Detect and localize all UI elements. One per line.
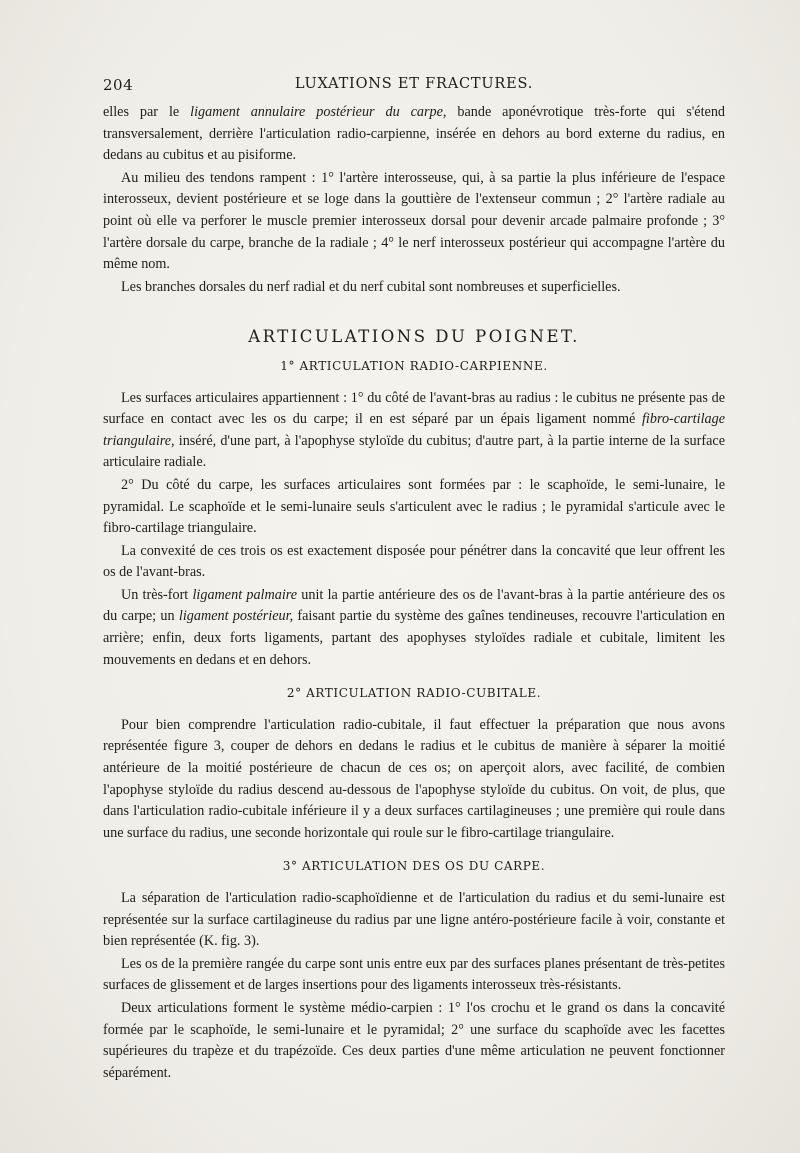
- paragraph: La séparation de l'articulation radio-scaphoïdienne et de l'articulation du radius et du semi-lunaire est représentée sur la surface cartilagineuse du radius par une ligne antéro-postérieure facile à voir, constante et bien représentée (K. fig. 3).: [103, 890, 725, 950]
- subsection-heading: 2° ARTICULATION RADIO-CUBITALE.: [286, 686, 542, 701]
- text-run: Un très-fort: [121, 586, 193, 603]
- text-run: unit la partie antérieure des os de l'avant-bras à la partie antérieure des os du carpe; un: [103, 586, 725, 625]
- paragraph: La convexité de ces trois os est exactement disposée pour pénétrer dans la concavité que leur offrent les os de l'avant-bras.: [103, 542, 725, 581]
- paragraph: 2° Du côté du carpe, les surfaces articulaires sont formées par : le scaphoïde, le semi-lunaire, le pyramidal. Le scaphoïde et le semi-lunaire seuls s'articulent avec le radius ; le pyramidal s'articule avec le fibro-cartilage triangulaire.: [103, 476, 725, 537]
- text-run: Les surfaces articulaires appartiennent : 1° du côté de l'avant-bras au radius : le cubitus ne présente pas de surface en contact avec les os du carpe; il en est séparé par un épais ligament nommé: [103, 389, 725, 428]
- italic-term: fibro-cartilage triangulaire,: [103, 411, 725, 449]
- section-heading: ARTICULATIONS DU POIGNET.: [248, 327, 580, 347]
- paragraph: Les os de la première rangée du carpe sont unis entre eux par des surfaces planes présentant de très-petites surfaces de glissement et de larges insertions pour des ligaments interosseux très-résistants.: [103, 955, 725, 994]
- page-header: [103, 76, 725, 96]
- text-run: inséré, d'une part, à l'apophyse styloïde du cubitus; d'autre part, à la partie interne de la surface articulaire radiale.: [103, 432, 725, 471]
- subsection-heading: 3° ARTICULATION DES OS DU CARPE.: [282, 859, 546, 874]
- paragraph: Deux articulations forment le système médio-carpien : 1° l'os crochu et le grand os dans la concavité formée par le scaphoïde, le semi-lunaire et le pyramidal; 2° une surface du scaphoïde avec les facettes supérieures du trapèze et du trapézoïde. Ces deux parties d'une même articulation ne peuvent fonctionner séparément.: [103, 999, 725, 1081]
- page-body: [103, 102, 725, 1084]
- text-run: elles par le: [103, 104, 191, 120]
- text-run: bande aponévrotique très-forte qui s'étend transversalement, derrière l'articulation radio-carpienne, insérée en dehors au bord externe du radius, en dedans au cubitus et au pisiforme.: [103, 104, 726, 164]
- running-title: LUXATIONS ET FRACTURES.: [294, 76, 534, 92]
- subsection-heading: 1° ARTICULATION RADIO-CARPIENNE.: [280, 358, 548, 373]
- paragraph: Au milieu des tendons rampent : 1° l'artère interosseuse, qui, à sa partie la plus inférieure de l'espace interosseux, devient postérieure et se loge dans la gouttière de l'extenseur commun ; 2° l'artère radiale au point où elle va perforer le muscle premier interosseux dorsal pour devenir arcade palmaire profonde ; 3° l'artère dorsale du carpe, branche de la radiale ; 4° le nerf interosseux postérieur qui accompagne l'artère du même nom.: [103, 169, 725, 273]
- paragraph: Les branches dorsales du nerf radial et du nerf cubital sont nombreuses et superficielles.: [121, 278, 621, 295]
- italic-term: ligament palmaire: [192, 586, 298, 603]
- paragraph: [103, 102, 725, 167]
- paragraph: Pour bien comprendre l'articulation radio-cubitale, il faut effectuer la préparation que nous avons représentée figure 3, couper de dehors en dedans le radius et le cubitus de manière à séparer la moitié antérieure de la moitié postérieure de chacun de ces os; on aperçoit alors, avec facilité, de combien l'apophyse styloïde du radius descend au-dessous de l'apophyse styloïde du cubitus. On voit, de plus, que dans l'articulation radio-cubitale inférieure il y a deux surfaces cartilagineuses ; une première qui roule dans une surface du radius, une seconde horizontale qui roule sur le fibro-cartilage triangulaire.: [103, 716, 725, 841]
- paragraph: [103, 585, 725, 671]
- page-number: 204: [103, 76, 134, 94]
- italic-term: ligament annulaire postérieur du carpe,: [190, 104, 447, 120]
- italic-term: ligament postérieur,: [178, 608, 294, 625]
- text-run: faisant partie du système des gaînes tendineuses, recouvre l'articulation en arrière; enfin, deux forts ligaments, partant des apophyses styloïdes radiale et cubitale, limitent les mouvements en dedans et en dehors.: [103, 608, 725, 668]
- paragraph: [103, 388, 725, 474]
